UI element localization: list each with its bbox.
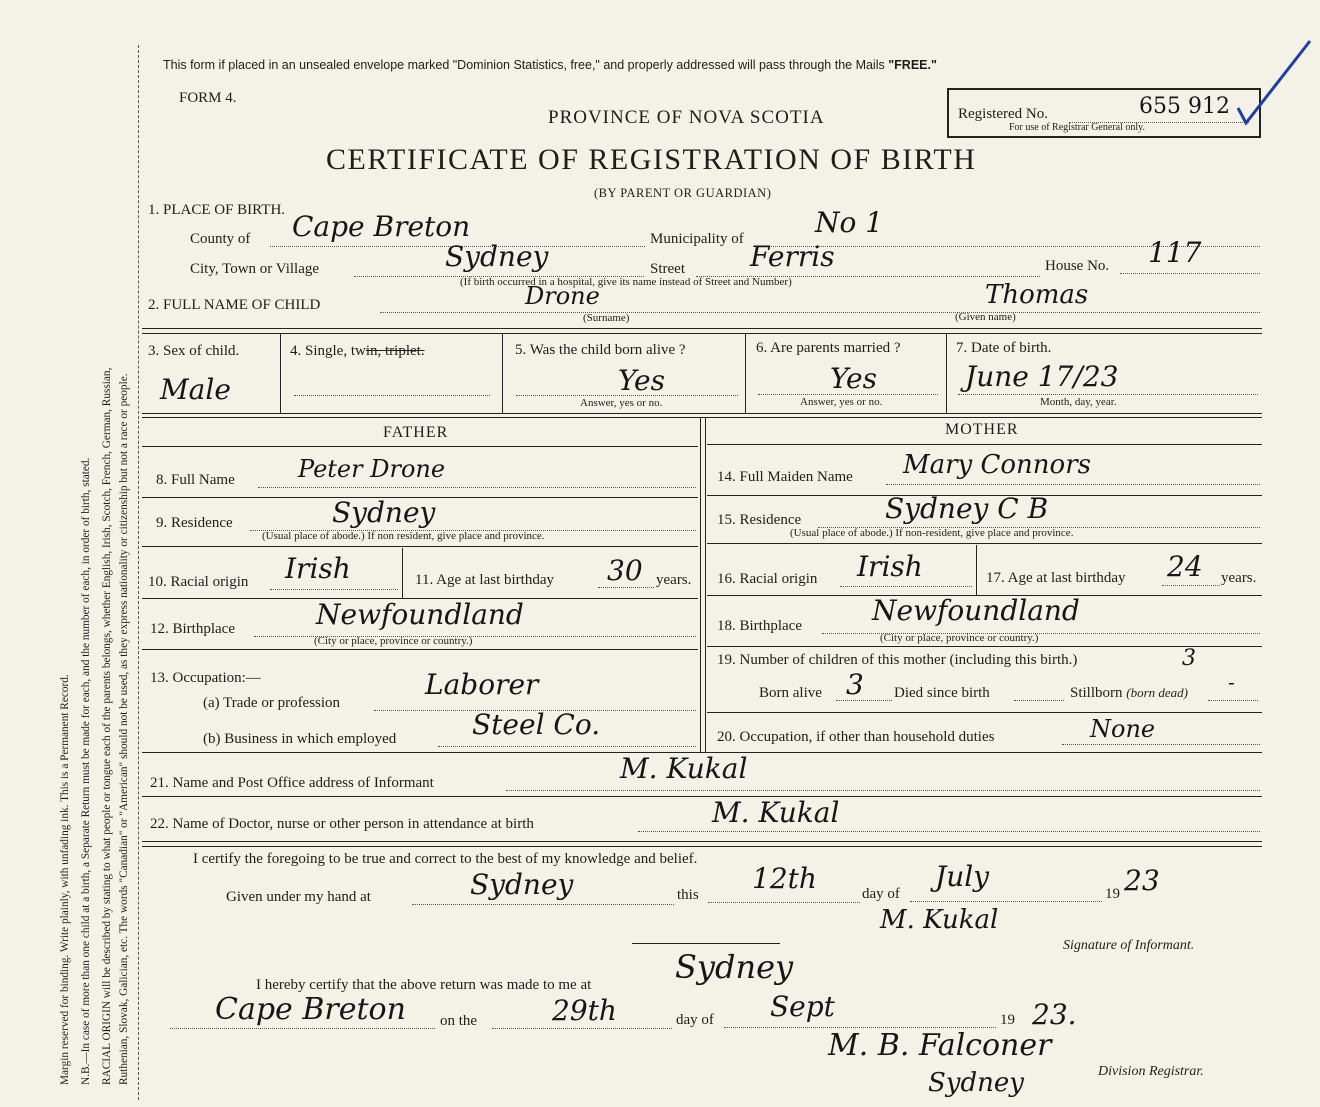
- certify-statement: I certify the foregoing to be true and correct to the best of my knowledge and belief.: [193, 851, 698, 867]
- date-of-birth-caption: Month, day, year.: [1040, 396, 1117, 408]
- sex-value: Male: [160, 373, 231, 406]
- sex-label: 3. Sex of child.: [148, 343, 240, 359]
- mail-note-text: This form if placed in an unsealed envelope marked "Dominion Statistics, free," and properly addressed will pass through the Mails: [163, 58, 885, 72]
- business-value: Steel Co.: [472, 708, 601, 741]
- margin-note-multiple-births: N.B.—In case of more than one child at a birth, a Separate Return must be made for each, and the number of each, in order of birth, stated.: [80, 457, 92, 1085]
- mother-name-value: Mary Connors: [903, 450, 1091, 480]
- informant-label: 21. Name and Post Office address of Informant: [150, 775, 434, 791]
- municipality-label: Municipality of: [650, 231, 744, 247]
- father-occupation-label: 13. Occupation:—: [150, 670, 261, 686]
- this-label: this: [677, 887, 699, 903]
- born-alive-value: Yes: [618, 364, 665, 397]
- father-name-label: 8. Full Name: [156, 472, 235, 488]
- informant-signature: M. Kukal: [880, 905, 999, 935]
- hospital-note: (If birth occurred in a hospital, give its name instead of Street and Number): [460, 276, 792, 288]
- trade-label: (a) Trade or profession: [203, 695, 341, 711]
- registrar-signature: M. B. Falconer: [828, 1028, 1052, 1063]
- mother-birthplace-caption: (City or place, province or country.): [880, 632, 1039, 644]
- father-residence-label: 9. Residence: [156, 515, 233, 531]
- plurality-label-b: in, triplet.: [365, 343, 425, 359]
- cert-day-value: 12th: [752, 862, 817, 895]
- father-age-unit: years.: [656, 572, 692, 588]
- mother-name-label: 14. Full Maiden Name: [717, 469, 853, 485]
- doctor-value: M. Kukal: [712, 796, 840, 829]
- mother-age-label: 17. Age at last birthday: [986, 570, 1126, 586]
- father-birthplace-value: Newfoundland: [316, 598, 524, 631]
- margin-note-racial-origin-cont: Ruthenian, Slovak, Galician, etc. The words "Canadian" or "American" should not be used, as they express nationality or citizenship but not a race or people.: [118, 373, 130, 1085]
- died-since-birth-label: Died since birth: [894, 685, 990, 701]
- mother-birthplace-label: 18. Birthplace: [717, 618, 802, 634]
- plurality-label: [290, 343, 425, 360]
- registrar-year-value: 23.: [1032, 998, 1077, 1031]
- born-alive-count-value: 3: [846, 668, 864, 701]
- given-at-label: Given under my hand at: [226, 889, 371, 905]
- father-racial-value: Irish: [285, 552, 351, 585]
- informant-value: M. Kukal: [620, 752, 748, 785]
- registrar-place-value: Sydney: [675, 948, 794, 986]
- cert-day-of-label: day of: [862, 886, 900, 902]
- date-of-birth-value: June 17/23: [965, 360, 1119, 393]
- mother-heading: MOTHER: [945, 421, 1019, 438]
- registrar-year-prefix: 19: [1000, 1012, 1015, 1028]
- city-label: City, Town or Village: [190, 261, 320, 277]
- county-label: County of: [190, 231, 251, 247]
- registrar-signature-caption: Division Registrar.: [1098, 1064, 1204, 1079]
- father-heading: FATHER: [383, 424, 449, 441]
- registered-label: Registered No.: [958, 106, 1048, 122]
- parents-married-caption: Answer, yes or no.: [800, 396, 883, 408]
- father-residence-caption: (Usual place of abode.) If non resident, give place and province.: [262, 530, 545, 542]
- mother-racial-label: 16. Racial origin: [717, 571, 818, 587]
- mother-age-value: 24: [1167, 550, 1203, 583]
- mother-birthplace-value: Newfoundland: [872, 594, 1080, 627]
- registrar-statement: I hereby certify that the above return was made to me at: [256, 977, 592, 993]
- registered-value: 655 912: [1139, 94, 1230, 119]
- registrar-county-value: Cape Breton: [215, 992, 406, 1027]
- margin-note-binding: Margin reserved for binding. Write plainly, with unfading ink. This is a Permanent Record.: [59, 674, 71, 1085]
- registrar-day-value: 29th: [552, 994, 617, 1027]
- page-subtitle: (BY PARENT OR GUARDIAN): [594, 186, 772, 200]
- registrar-day-of-label: day of: [676, 1012, 714, 1028]
- born-alive-count-label: Born alive: [759, 685, 822, 701]
- registrar-month-value: Sept: [770, 990, 835, 1023]
- mother-age-unit: years.: [1221, 570, 1257, 586]
- child-surname-value: Drone: [525, 282, 600, 310]
- county-value: Cape Breton: [292, 210, 471, 243]
- father-racial-label: 10. Racial origin: [148, 574, 249, 590]
- father-residence-value: Sydney: [332, 496, 436, 529]
- margin-fold-line: [138, 45, 139, 1100]
- father-name-value: Peter Drone: [298, 455, 446, 483]
- mail-note: [163, 58, 937, 72]
- mother-racial-value: Irish: [857, 550, 923, 583]
- stillborn-text: Stillborn: [1070, 685, 1123, 701]
- given-caption: (Given name): [955, 311, 1016, 323]
- trade-value: Laborer: [425, 668, 539, 701]
- parents-married-value: Yes: [830, 362, 877, 395]
- registrar-note: For use of Registrar General only.: [1009, 122, 1145, 133]
- form-number: FORM 4.: [179, 90, 237, 106]
- father-age-value: 30: [607, 554, 643, 587]
- parents-married-label: 6. Are parents married ?: [756, 340, 901, 356]
- mother-occupation-label: 20. Occupation, if other than household duties: [717, 729, 995, 745]
- place-of-birth-label: 1. PLACE OF BIRTH.: [148, 202, 286, 218]
- children-count-value: 3: [1182, 646, 1196, 671]
- date-of-birth-label: 7. Date of birth.: [956, 340, 1052, 356]
- street-value: Ferris: [750, 240, 835, 273]
- born-alive-caption: Answer, yes or no.: [580, 397, 663, 409]
- municipality-value: No 1: [815, 206, 884, 239]
- page-title: CERTIFICATE OF REGISTRATION OF BIRTH: [326, 143, 977, 176]
- mail-note-free: "FREE.": [888, 58, 937, 72]
- city-value: Sydney: [445, 240, 549, 273]
- children-count-label: 19. Number of children of this mother (including this birth.): [717, 652, 1078, 668]
- father-age-label: 11. Age at last birthday: [415, 572, 554, 588]
- check-mark-icon: [1230, 38, 1315, 128]
- plurality-label-a: 4. Single, tw: [290, 343, 366, 359]
- mother-residence-value: Sydney C B: [885, 492, 1049, 525]
- stillborn-label: [1070, 685, 1188, 702]
- cert-month-value: July: [935, 860, 990, 893]
- house-number-value: 117: [1148, 236, 1202, 269]
- cert-year-value: 23: [1124, 864, 1160, 897]
- cert-year-prefix: 19: [1105, 886, 1120, 902]
- registrar-location: Sydney: [928, 1068, 1024, 1098]
- stillborn-value: -: [1228, 670, 1235, 694]
- province-heading: PROVINCE OF NOVA SCOTIA: [548, 107, 825, 128]
- father-birthplace-caption: (City or place, province or country.): [314, 635, 473, 647]
- registrar-on-label: on the: [440, 1013, 478, 1029]
- child-given-value: Thomas: [985, 280, 1089, 310]
- mother-occupation-value: None: [1090, 715, 1156, 743]
- stillborn-note: (born dead): [1126, 685, 1189, 700]
- doctor-label: 22. Name of Doctor, nurse or other person in attendance at birth: [150, 816, 534, 832]
- informant-signature-caption: Signature of Informant.: [1063, 938, 1195, 953]
- child-name-label: 2. FULL NAME OF CHILD: [148, 297, 321, 313]
- father-birthplace-label: 12. Birthplace: [150, 621, 235, 637]
- mother-residence-label: 15. Residence: [717, 512, 802, 528]
- registered-number-box: [947, 88, 1261, 138]
- margin-note-racial-origin: RACIAL ORIGIN will be described by stating to what people or tongue each of the parents belongs, whether English, Irish, Scotch, French, German, Russian,: [101, 367, 113, 1085]
- business-label: (b) Business in which employed: [203, 731, 397, 747]
- surname-caption: (Surname): [583, 312, 630, 324]
- house-number-label: House No.: [1045, 258, 1110, 274]
- given-at-value: Sydney: [470, 868, 574, 901]
- born-alive-label: 5. Was the child born alive ?: [515, 342, 686, 358]
- street-label: Street: [650, 261, 685, 277]
- mother-residence-caption: (Usual place of abode.) If non-resident, give place and province.: [790, 527, 1074, 539]
